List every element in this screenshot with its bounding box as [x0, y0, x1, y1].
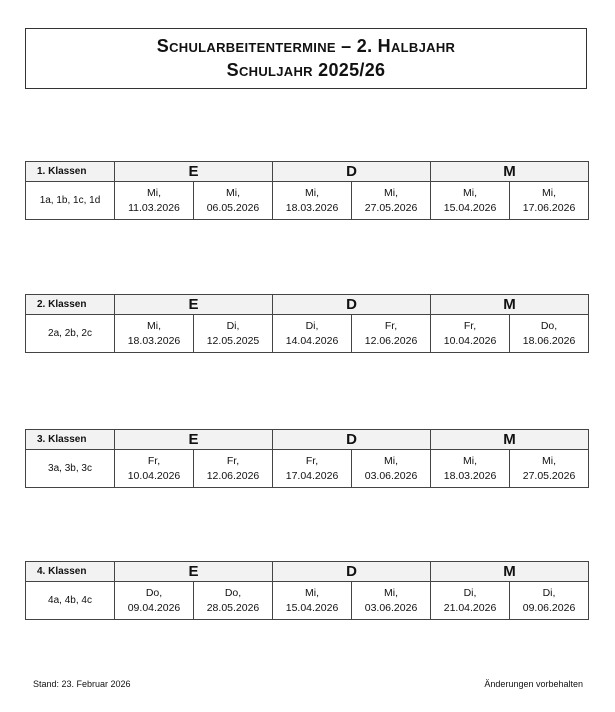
- schedule-table-grade-4: [25, 561, 589, 620]
- class-list: 1a, 1b, 1c, 1d: [26, 182, 115, 220]
- exam-date: 18.03.2026: [443, 469, 497, 482]
- grade-header: 3. Klassen: [26, 430, 115, 450]
- exam-weekday: Mi,: [384, 586, 399, 599]
- table-header-row: [26, 430, 589, 450]
- subject-header-d: D: [273, 562, 431, 582]
- exam-date: 18.03.2026: [127, 334, 181, 347]
- exam-weekday: Fr,: [463, 319, 477, 332]
- exam-weekday: Di,: [226, 319, 240, 332]
- exam-weekday: Fr,: [384, 319, 398, 332]
- exam-date-cell: [115, 182, 194, 220]
- subject-header-d: D: [273, 162, 431, 182]
- class-list: 2a, 2b, 2c: [26, 315, 115, 353]
- exam-date: 15.04.2026: [285, 601, 339, 614]
- exam-date: 09.06.2026: [522, 601, 576, 614]
- exam-date-cell: [115, 582, 194, 620]
- exam-date-cell: [352, 450, 431, 488]
- exam-weekday: Mi,: [384, 186, 399, 199]
- footer-status-date: Stand: 23. Februar 2026: [33, 679, 131, 689]
- table-header-row: [26, 162, 589, 182]
- exam-weekday: Mi,: [147, 319, 161, 332]
- exam-date: 10.04.2026: [443, 334, 497, 347]
- exam-date: 18.06.2026: [522, 334, 576, 347]
- exam-date: 11.03.2026: [128, 201, 180, 214]
- exam-date-cell: [194, 182, 273, 220]
- exam-weekday: Mi,: [147, 186, 161, 199]
- exam-date: 28.05.2026: [206, 601, 260, 614]
- table-row: [26, 582, 589, 620]
- exam-date-cell: [194, 315, 273, 353]
- exam-date: 03.06.2026: [364, 469, 418, 482]
- table-row: [26, 315, 589, 353]
- exam-weekday: Di,: [305, 319, 319, 332]
- exam-weekday: Do,: [224, 586, 242, 599]
- exam-date-cell: [115, 315, 194, 353]
- exam-date-cell: [510, 315, 589, 353]
- exam-date-cell: [431, 182, 510, 220]
- exam-date-cell: [194, 582, 273, 620]
- exam-date: 17.06.2026: [522, 201, 576, 214]
- table-header-row: [26, 562, 589, 582]
- subject-header-d: D: [273, 430, 431, 450]
- exam-date-cell: [194, 450, 273, 488]
- exam-weekday: Mi,: [226, 186, 240, 199]
- exam-date: 09.04.2026: [127, 601, 181, 614]
- exam-date: 21.04.2026: [443, 601, 497, 614]
- exam-weekday: Fr,: [305, 454, 319, 467]
- grade-header: 4. Klassen: [26, 562, 115, 582]
- document-title: Schularbeitentermine – 2. Halbjahr: [156, 36, 456, 56]
- grade-header: 1. Klassen: [26, 162, 115, 182]
- exam-weekday: Do,: [145, 586, 163, 599]
- table-header-row: [26, 295, 589, 315]
- exam-date-cell: [273, 582, 352, 620]
- schedule-table-grade-3: [25, 429, 589, 488]
- exam-weekday: Mi,: [384, 454, 399, 467]
- exam-weekday: Do,: [540, 319, 558, 332]
- exam-date: 03.06.2026: [364, 601, 418, 614]
- exam-date-cell: [510, 182, 589, 220]
- document-subtitle: Schuljahr 2025/26: [226, 60, 386, 80]
- table-row: [26, 182, 589, 220]
- exam-date: 17.04.2026: [285, 469, 339, 482]
- subject-header-e: E: [115, 562, 273, 582]
- schedule-table-grade-2: [25, 294, 589, 353]
- table-row: [26, 450, 589, 488]
- exam-weekday: Mi,: [463, 454, 478, 467]
- exam-date-cell: [273, 315, 352, 353]
- subject-header-m: M: [431, 430, 589, 450]
- exam-weekday: Fr,: [147, 454, 161, 467]
- exam-date-cell: [510, 450, 589, 488]
- exam-date-cell: [352, 315, 431, 353]
- subject-header-d: D: [273, 295, 431, 315]
- exam-weekday: Di,: [463, 586, 477, 599]
- document-title-box: [25, 28, 587, 89]
- exam-date-cell: [431, 450, 510, 488]
- exam-date-cell: [115, 450, 194, 488]
- exam-weekday: Mi,: [542, 454, 557, 467]
- exam-date-cell: [273, 182, 352, 220]
- subject-header-e: E: [115, 162, 273, 182]
- exam-date: 14.04.2026: [285, 334, 339, 347]
- exam-weekday: Mi,: [463, 186, 478, 199]
- exam-weekday: Mi,: [542, 186, 557, 199]
- exam-date-cell: [431, 315, 510, 353]
- subject-header-e: E: [115, 430, 273, 450]
- subject-header-m: M: [431, 562, 589, 582]
- exam-weekday: Di,: [542, 586, 556, 599]
- class-list: 3a, 3b, 3c: [26, 450, 115, 488]
- exam-date-cell: [510, 582, 589, 620]
- exam-date: 27.05.2026: [364, 201, 418, 214]
- exam-weekday: Fr,: [226, 454, 240, 467]
- exam-date-cell: [352, 582, 431, 620]
- exam-date: 15.04.2026: [443, 201, 497, 214]
- subject-header-m: M: [431, 162, 589, 182]
- exam-date-cell: [352, 182, 431, 220]
- exam-date: 12.05.2025: [206, 334, 260, 347]
- exam-date: 18.03.2026: [285, 201, 339, 214]
- footer-disclaimer: Änderungen vorbehalten: [484, 679, 583, 689]
- grade-header: 2. Klassen: [26, 295, 115, 315]
- class-list: 4a, 4b, 4c: [26, 582, 115, 620]
- subject-header-e: E: [115, 295, 273, 315]
- exam-date: 10.04.2026: [127, 469, 181, 482]
- exam-weekday: Mi,: [305, 586, 320, 599]
- exam-date: 12.06.2026: [364, 334, 418, 347]
- exam-date-cell: [273, 450, 352, 488]
- schedule-table-grade-1: [25, 161, 589, 220]
- exam-weekday: Mi,: [305, 186, 320, 199]
- exam-date: 06.05.2026: [206, 201, 260, 214]
- subject-header-m: M: [431, 295, 589, 315]
- exam-date: 12.06.2026: [206, 469, 260, 482]
- exam-date: 27.05.2026: [522, 469, 576, 482]
- exam-date-cell: [431, 582, 510, 620]
